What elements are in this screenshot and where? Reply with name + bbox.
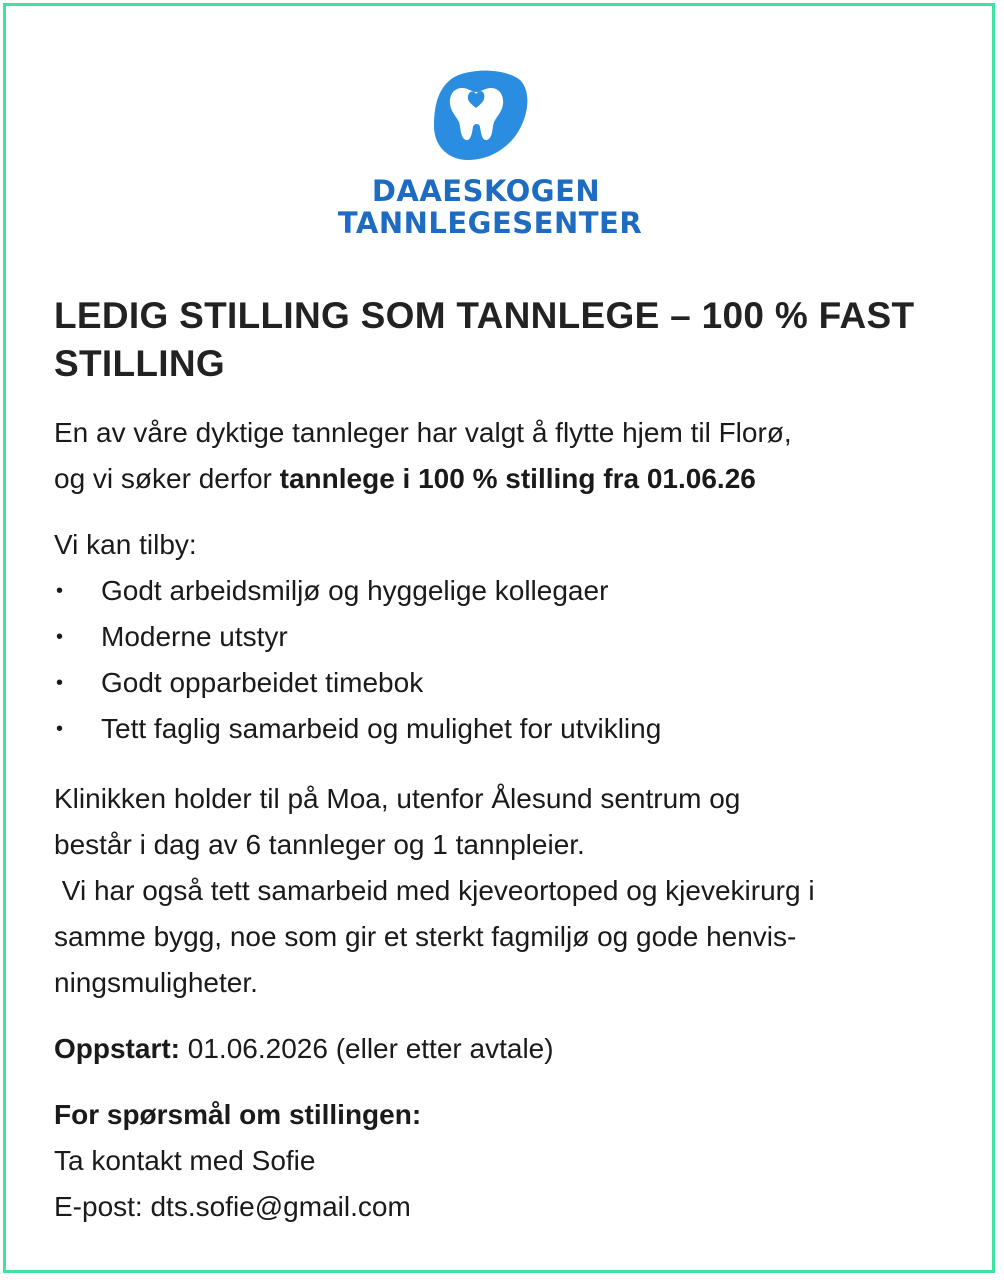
about-line: samme bygg, noe som gir et sterkt fagmiljø og gode henvis- bbox=[54, 921, 797, 952]
logo-text-line2: TANNLEGESENTER bbox=[337, 206, 643, 240]
list-item bbox=[54, 568, 954, 614]
bullet-icon: • bbox=[56, 626, 64, 648]
start-label: Oppstart: bbox=[54, 1033, 180, 1064]
intro-text: og vi søker derfor bbox=[54, 463, 280, 494]
list-item-text: Godt opparbeidet timebok bbox=[101, 667, 424, 698]
about-paragraph bbox=[54, 776, 954, 1006]
about-line: Vi har også tett samarbeid med kjeveortoped og kjevekirurg i bbox=[54, 875, 815, 906]
list-item bbox=[54, 706, 954, 752]
page-title: LEDIG STILLING SOM TANNLEGE – 100 % FAST STILLING bbox=[54, 295, 915, 384]
logo-text-line1: DAAESKOGEN bbox=[371, 174, 601, 208]
list-item-text: Moderne utstyr bbox=[101, 621, 288, 652]
contact-person: Ta kontakt med Sofie bbox=[54, 1145, 316, 1176]
list-item bbox=[54, 660, 954, 706]
contact-section bbox=[54, 1092, 954, 1230]
intro-highlight: tannlege i 100 % stilling fra 01.06.26 bbox=[279, 463, 756, 494]
intro-line: En av våre dyktige tannleger har valgt å flytte hjem til Florø, bbox=[54, 417, 792, 448]
list-item-text: Tett faglig samarbeid og mulighet for utvikling bbox=[101, 713, 662, 744]
offer-section bbox=[54, 522, 954, 752]
contact-email: E-post: dts.sofie@gmail.com bbox=[54, 1191, 411, 1222]
intro-line bbox=[54, 456, 954, 502]
offer-heading: Vi kan tilby: bbox=[54, 529, 197, 560]
list-item-text: Godt arbeidsmiljø og hyggelige kollegaer bbox=[101, 575, 609, 606]
start-value: 01.06.2026 (eller etter avtale) bbox=[180, 1033, 554, 1064]
bullet-icon: • bbox=[56, 580, 64, 602]
job-posting bbox=[54, 292, 954, 1230]
about-line: består i dag av 6 tannleger og 1 tannpleier. bbox=[54, 829, 585, 860]
clinic-logo bbox=[330, 70, 650, 240]
contact-heading bbox=[54, 1092, 954, 1138]
bullet-icon: • bbox=[56, 718, 64, 740]
about-line: Klinikken holder til på Moa, utenfor Ålesund sentrum og bbox=[54, 783, 741, 814]
list-item bbox=[54, 614, 954, 660]
intro-paragraph bbox=[54, 410, 954, 502]
start-date bbox=[54, 1026, 954, 1072]
bullet-icon: • bbox=[56, 672, 64, 694]
tooth-icon bbox=[432, 70, 532, 162]
contact-heading-text: For spørsmål om stillingen: bbox=[54, 1099, 422, 1130]
about-line: ningsmuligheter. bbox=[54, 967, 258, 998]
offer-list bbox=[54, 568, 954, 752]
